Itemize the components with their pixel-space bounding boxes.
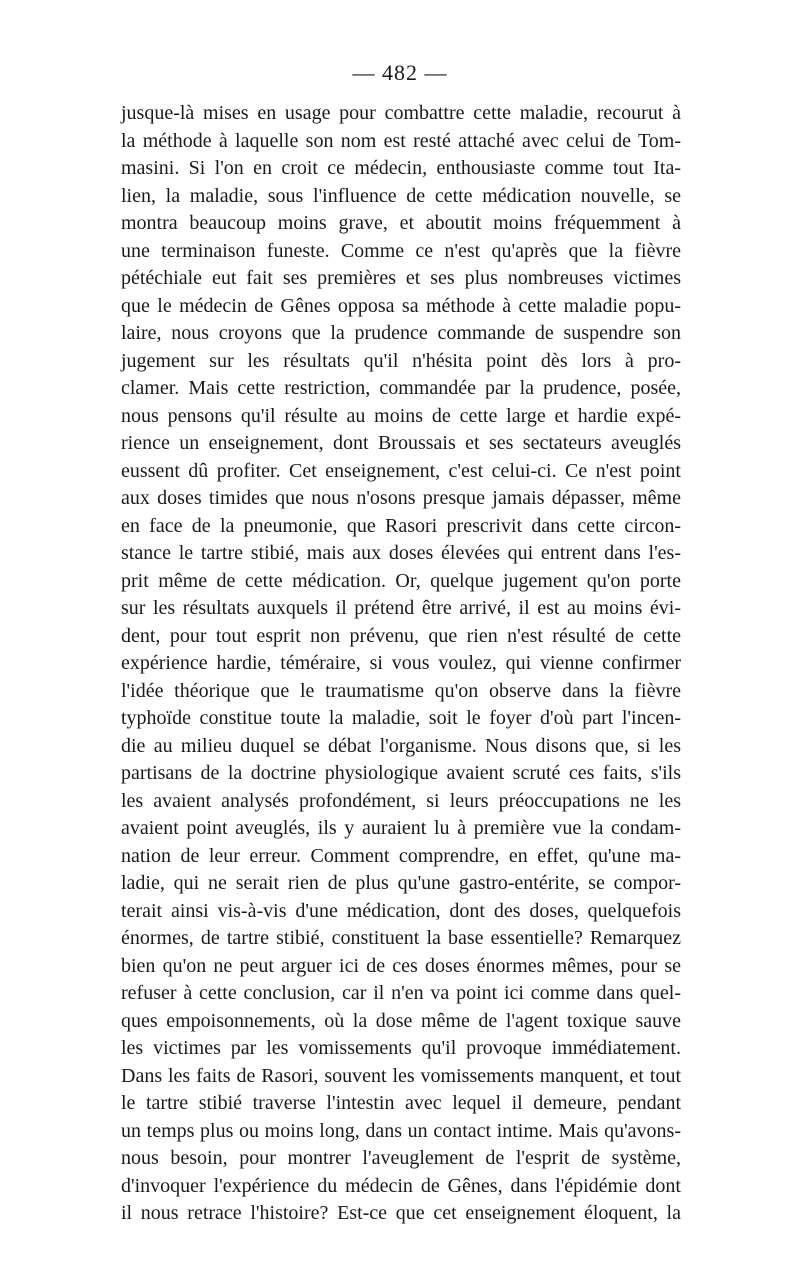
- text-line: énormes, de tartre stibié, constituent la base essentielle? Remarquez: [121, 927, 681, 949]
- text-line: partisans de la doctrine physiologique avaient scruté ces faits, s'ils: [121, 762, 681, 784]
- text-line: eussent dû profiter. Cet enseignement, c'est celui-ci. Ce n'est point: [121, 459, 681, 482]
- text-line: une terminaison funeste. Comme ce n'est qu'après que la fièvre: [121, 239, 681, 262]
- text-line: nous pensons qu'il résulte au moins de cette large et hardie expé-: [121, 404, 681, 427]
- text-line: la méthode à laquelle son nom est resté attaché avec celui de Tom-: [121, 129, 681, 152]
- text-line: masini. Si l'on en croit ce médecin, enthousiaste comme tout Ita-: [121, 157, 681, 179]
- text-line: die au milieu duquel se débat l'organisme. Nous disons que, si les: [121, 734, 681, 757]
- text-line: montra beaucoup moins grave, et aboutit moins fréquemment à: [121, 212, 681, 234]
- text-line: nous besoin, pour montrer l'aveuglement de l'esprit de système,: [121, 1147, 681, 1169]
- text-line: les victimes par les vomissements qu'il provoque immédiatement.: [121, 1037, 681, 1059]
- text-line: prit même de cette médication. Or, quelque jugement qu'on porte: [121, 569, 681, 592]
- text-line: il nous retrace l'histoire? Est-ce que cet enseignement éloquent, la: [121, 1202, 681, 1224]
- text-line: laire, nous croyons que la prudence commande de suspendre son: [121, 322, 681, 344]
- body-text: [121, 100, 681, 1228]
- text-line: en face de la pneumonie, que Rasori prescrivit dans cette circon-: [121, 514, 681, 537]
- text-line: rience un enseignement, dont Broussais et ses sectateurs aveuglés: [121, 432, 681, 454]
- text-line: bien qu'on ne peut arguer ici de ces doses énormes mêmes, pour se: [121, 954, 681, 977]
- text-line: jugement sur les résultats qu'il n'hésita point dès lors à pro-: [121, 349, 681, 372]
- text-line: dent, pour tout esprit non prévenu, que rien n'est résulté de cette: [121, 624, 681, 647]
- text-line: clamer. Mais cette restriction, commandée par la prudence, posée,: [121, 377, 681, 399]
- text-line: sur les résultats auxquels il prétend être arrivé, il est au moins évi-: [121, 597, 681, 619]
- text-line: un temps plus ou moins long, dans un contact intime. Mais qu'avons-: [121, 1119, 681, 1142]
- text-line: avaient point aveuglés, ils y auraient lu à première vue la condam-: [121, 817, 681, 839]
- text-line: l'idée théorique que le traumatisme qu'on observe dans la fièvre: [121, 679, 681, 702]
- page-number: — 482 —: [352, 60, 448, 85]
- text-line: terait ainsi vis-à-vis d'une médication, dont des doses, quelquefois: [121, 899, 681, 922]
- text-line: ques empoisonnements, où la dose même de l'agent toxique sauve: [121, 1009, 681, 1032]
- text-line: nation de leur erreur. Comment comprendre, en effet, qu'une ma-: [121, 844, 681, 867]
- text-line: refuser à cette conclusion, car il n'en va point ici comme dans quel-: [121, 982, 681, 1004]
- text-line: ladie, qui ne serait rien de plus qu'une gastro-entérite, se compor-: [121, 872, 681, 894]
- text-line: Dans les faits de Rasori, souvent les vomissements manquent, et tout: [121, 1064, 681, 1087]
- text-line: que le médecin de Gênes opposa sa méthode à cette maladie popu-: [121, 294, 681, 317]
- text-line: stance le tartre stibié, mais aux doses élevées qui entrent dans l'es-: [121, 542, 681, 564]
- text-line: expérience hardie, téméraire, si vous voulez, qui vienne confirmer: [121, 652, 681, 674]
- text-line: aux doses timides que nous n'osons presque jamais dépasser, même: [121, 487, 681, 509]
- text-line: pétéchiale eut fait ses premières et ses plus nombreuses victimes: [121, 267, 681, 289]
- text-line: le tartre stibié traverse l'intestin avec lequel il demeure, pendant: [121, 1092, 681, 1114]
- text-line: lien, la maladie, sous l'influence de cette médication nouvelle, se: [121, 184, 681, 207]
- text-line: jusque-là mises en usage pour combattre cette maladie, recourut à: [121, 102, 681, 124]
- text-line: les avaient analysés profondément, si leurs préoccupations ne les: [121, 789, 681, 812]
- text-line: typhoïde constitue toute la maladie, soit le foyer d'où part l'incen-: [121, 707, 681, 729]
- text-line: d'invoquer l'expérience du médecin de Gênes, dans l'épidémie dont: [121, 1174, 681, 1197]
